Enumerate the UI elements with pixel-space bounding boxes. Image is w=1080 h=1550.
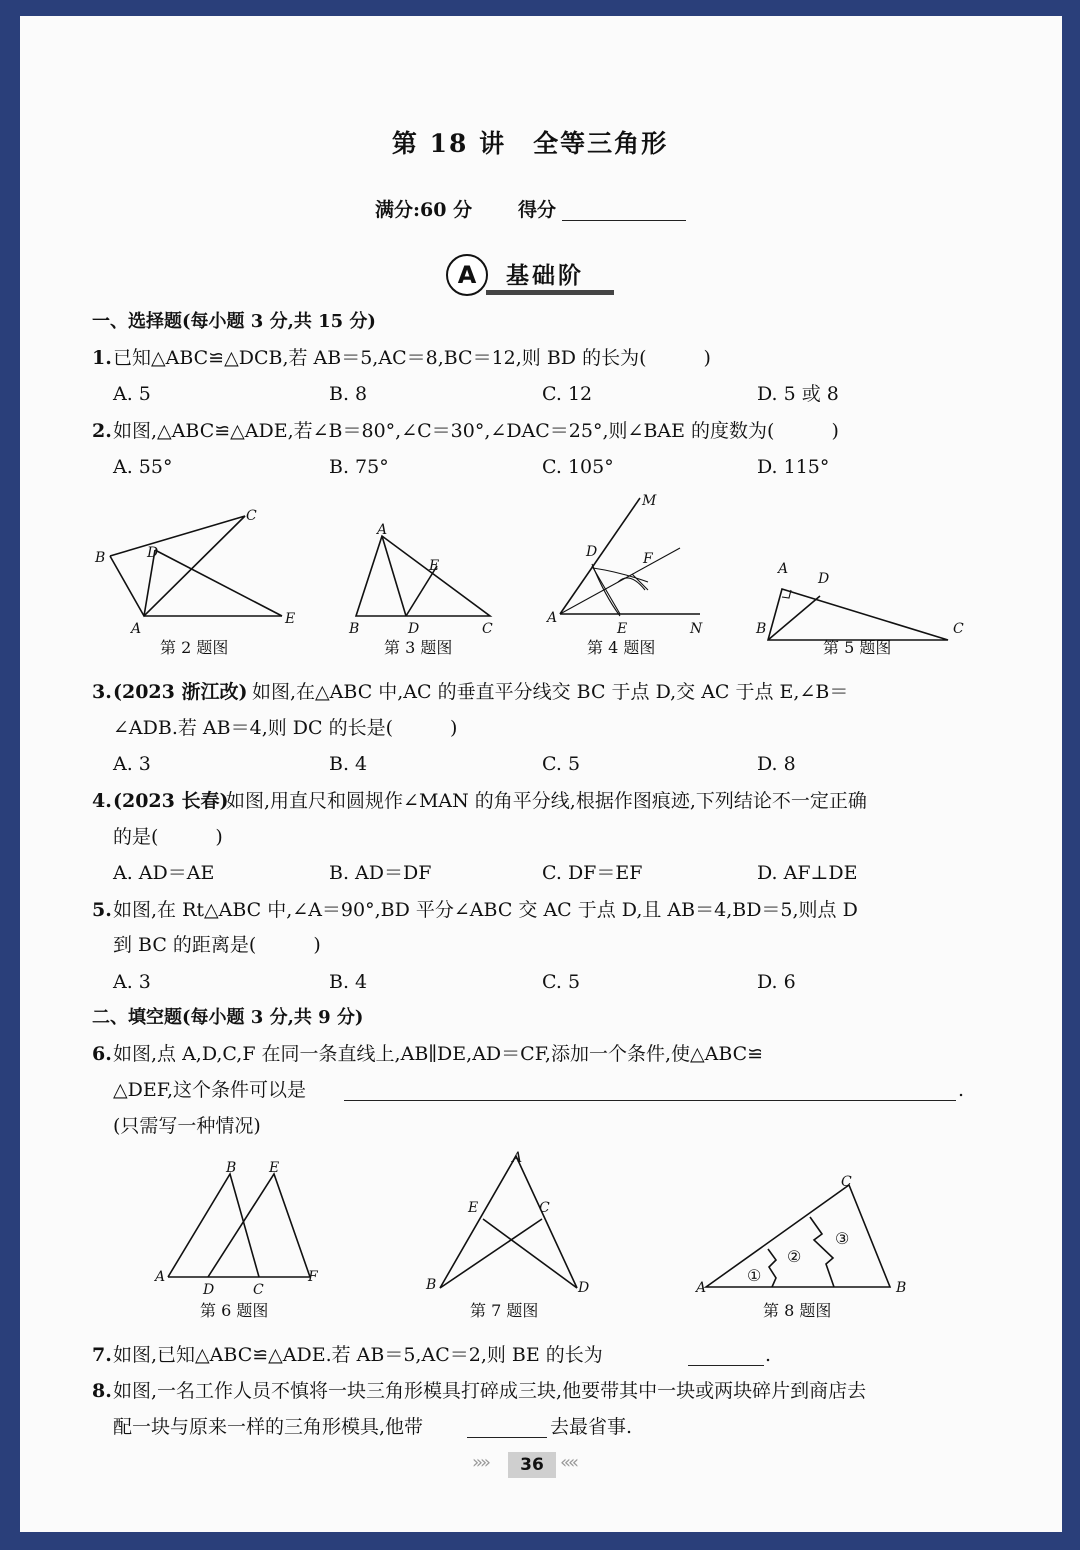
q4-option-b[interactable]: B. AD＝DF <box>329 862 432 884</box>
q8-stem-line1: 如图,一名工作人员不慎将一块三角形模具打碎成三块,他要带其中一块或两块碎片到商店去 <box>113 1380 867 1402</box>
q7-stem: 如图,已知△ABC≌△ADE.若 AB＝5,AC＝2,则 BE 的长为 <box>113 1344 603 1366</box>
q6-answer-blank[interactable] <box>344 1100 956 1101</box>
figure-q3 <box>356 536 490 616</box>
f6-label: D <box>203 1282 215 1298</box>
q1-option-b[interactable]: B. 8 <box>329 383 368 405</box>
f5-label: B <box>756 621 767 637</box>
f3-label: E <box>429 558 440 574</box>
q6-stem-line1: 如图,点 A,D,C,F 在同一条直线上,AB∥DE,AD＝CF,添加一个条件,使△ABC≌ <box>113 1043 764 1065</box>
q5-number: 5. <box>92 899 112 921</box>
f6-label: C <box>253 1282 264 1298</box>
fig-caption-q5: 第 5 题图 <box>823 638 892 657</box>
f4-label: N <box>690 621 703 637</box>
f7-label: C <box>539 1200 550 1216</box>
q6-note: (只需写一种情况) <box>113 1115 261 1137</box>
q1-option-d[interactable]: D. 5 或 8 <box>757 383 839 405</box>
q6-number: 6. <box>92 1043 112 1065</box>
q8-answer-blank[interactable] <box>467 1437 547 1438</box>
q3-stem-line1: 如图,在△ABC 中,AC 的垂直平分线交 BC 于点 D,交 AC 于点 E,∠B＝ <box>252 681 849 703</box>
f5-label: D <box>818 571 830 587</box>
q3-option-a[interactable]: A. 3 <box>113 753 151 775</box>
page-title: 第 18 讲 全等三角形 <box>391 129 669 158</box>
q5-stem-line2: 到 BC 的距离是( ) <box>113 934 321 956</box>
q2-option-a[interactable]: A. 55° <box>113 456 173 478</box>
q4-option-d[interactable]: D. AF⊥DE <box>757 862 858 884</box>
f7-label: A <box>512 1150 523 1166</box>
page-number: 36 <box>508 1452 556 1478</box>
q3-option-b[interactable]: B. 4 <box>329 753 368 775</box>
chevron-right-icon: »» <box>472 1452 489 1473</box>
q7-answer-blank[interactable] <box>688 1365 764 1366</box>
figure-q8 <box>706 1185 890 1287</box>
f3-label: D <box>408 621 420 637</box>
f8-label: C <box>841 1174 852 1190</box>
fig-caption-q7: 第 7 题图 <box>470 1301 539 1320</box>
q1-option-a[interactable]: A. 5 <box>113 383 151 405</box>
q4-source-tag: (2023 长春) <box>113 790 229 812</box>
q5-stem-line1: 如图,在 Rt△ABC 中,∠A＝90°,BD 平分∠ABC 交 AC 于点 D,且 AB＝4,BD＝5,则点 D <box>113 899 858 921</box>
q2-option-b[interactable]: B. 75° <box>329 456 389 478</box>
f4-label: E <box>617 621 628 637</box>
f4-label: D <box>586 544 598 560</box>
f4-label: F <box>643 551 653 567</box>
chevron-left-icon: «« <box>560 1452 577 1473</box>
f6-label: A <box>155 1269 166 1285</box>
score-blank[interactable] <box>562 220 686 221</box>
f4-label: M <box>642 493 657 509</box>
q1-option-c[interactable]: C. 12 <box>542 383 593 405</box>
f8-label: A <box>696 1280 707 1296</box>
f5-label: A <box>778 561 789 577</box>
worksheet-page <box>20 16 1062 1532</box>
fig-caption-q3: 第 3 题图 <box>384 638 453 657</box>
f8-piece-3: ③ <box>835 1229 850 1248</box>
q7-period: . <box>765 1344 772 1366</box>
fig-caption-q2: 第 2 题图 <box>160 638 229 657</box>
f5-label: C <box>953 621 964 637</box>
q8-stem-line2b: 去最省事. <box>550 1416 633 1438</box>
section-choice-heading: 一、选择题(每小题 3 分,共 15 分) <box>92 311 376 332</box>
q2-option-c[interactable]: C. 105° <box>542 456 614 478</box>
q4-option-a[interactable]: A. AD＝AE <box>113 862 215 884</box>
f3-label: B <box>349 621 360 637</box>
score-label: 得分 <box>518 199 557 221</box>
fig-caption-q6: 第 6 题图 <box>200 1301 269 1320</box>
stage-underline <box>486 290 614 295</box>
figure-q2 <box>110 516 282 616</box>
fig-caption-q4: 第 4 题图 <box>587 638 656 657</box>
q4-option-c[interactable]: C. DF＝EF <box>542 862 643 884</box>
q7-number: 7. <box>92 1344 112 1366</box>
q2-option-d[interactable]: D. 115° <box>757 456 830 478</box>
q6-period: . <box>958 1079 965 1101</box>
f2-label: A <box>131 621 142 637</box>
q3-option-c[interactable]: C. 5 <box>542 753 581 775</box>
q2-stem: 如图,△ABC≌△ADE,若∠B＝80°,∠C＝30°,∠DAC＝25°,则∠BAE 的度数为( ) <box>113 420 839 442</box>
figure-q6 <box>168 1174 310 1277</box>
f2-label: E <box>285 611 296 627</box>
q3-source-tag: (2023 浙江改) <box>113 681 248 703</box>
full-score: 满分:60 分 <box>375 199 473 221</box>
f2-label: C <box>246 508 257 524</box>
q4-stem-line1: 如图,用直尺和圆规作∠MAN 的角平分线,根据作图痕迹,下列结论不一定正确 <box>226 790 867 812</box>
figure-q7 <box>440 1156 577 1288</box>
f6-label: E <box>269 1160 280 1176</box>
q1-number: 1. <box>92 347 112 369</box>
fig-caption-q8: 第 8 题图 <box>763 1301 832 1320</box>
q2-number: 2. <box>92 420 112 442</box>
f6-label: F <box>308 1269 318 1285</box>
q8-stem-line2a: 配一块与原来一样的三角形模具,他带 <box>113 1416 424 1438</box>
q4-stem-line2: 的是( ) <box>113 826 223 848</box>
q5-option-c[interactable]: C. 5 <box>542 971 581 993</box>
q4-number: 4. <box>92 790 112 812</box>
figure-q5 <box>768 589 948 640</box>
f7-label: D <box>578 1280 590 1296</box>
q1-stem: 已知△ABC≌△DCB,若 AB＝5,AC＝8,BC＝12,则 BD 的长为( ) <box>113 347 711 369</box>
q5-option-d[interactable]: D. 6 <box>757 971 796 993</box>
f2-label: B <box>95 550 106 566</box>
q5-option-b[interactable]: B. 4 <box>329 971 368 993</box>
f3-label: A <box>377 522 388 538</box>
f7-label: B <box>426 1277 437 1293</box>
q5-option-a[interactable]: A. 3 <box>113 971 151 993</box>
stage-label: 基础阶 <box>506 263 584 289</box>
figure-q4 <box>560 498 700 616</box>
f4-label: A <box>547 610 558 626</box>
f6-label: B <box>226 1160 237 1176</box>
q6-stem-line2: △DEF,这个条件可以是 <box>113 1079 306 1101</box>
f7-label: E <box>468 1200 479 1216</box>
stage-a-badge-icon: A <box>446 254 488 296</box>
f8-piece-1: ① <box>747 1266 762 1285</box>
q3-number: 3. <box>92 681 112 703</box>
section-fill-heading: 二、填空题(每小题 3 分,共 9 分) <box>92 1007 364 1028</box>
q3-option-d[interactable]: D. 8 <box>757 753 796 775</box>
f8-piece-2: ② <box>787 1247 802 1266</box>
q3-stem-line2: ∠ADB.若 AB＝4,则 DC 的长是( ) <box>113 717 458 739</box>
q8-number: 8. <box>92 1380 112 1402</box>
f2-label: D <box>147 545 159 561</box>
f8-label: B <box>896 1280 907 1296</box>
f3-label: C <box>482 621 493 637</box>
